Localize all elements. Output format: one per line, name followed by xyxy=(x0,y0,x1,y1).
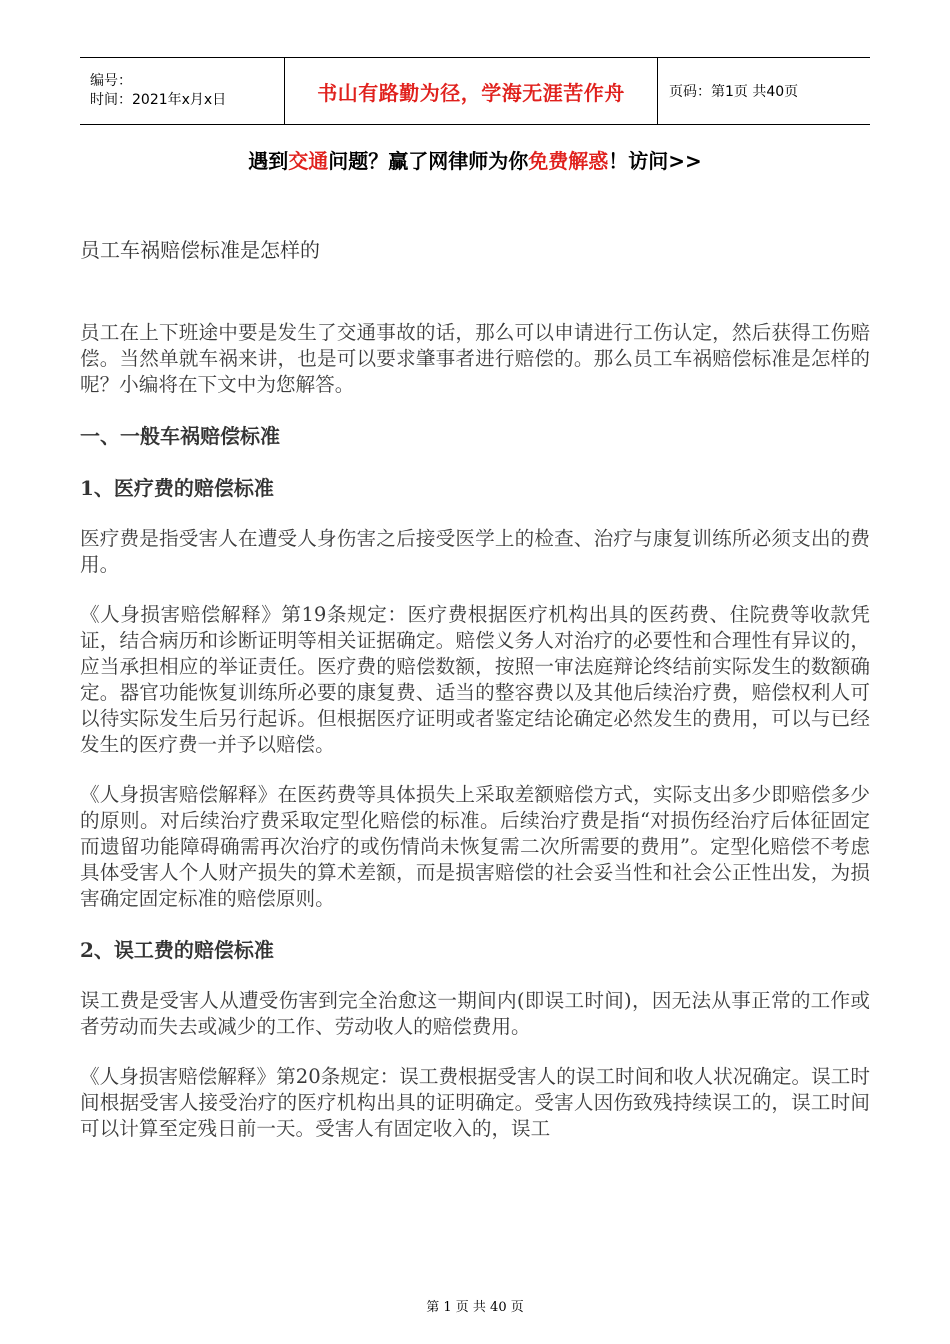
header-meta xyxy=(80,58,284,124)
promo-link[interactable] xyxy=(0,145,950,174)
paragraph: 误工费是受害人从遭受伤害到完全治愈这一期间内(即误工时间)，因无法从事正常的工作或者劳动而失去或减少的工作、劳动收人的赔偿费用。 xyxy=(80,989,870,1038)
paragraph: 《人身损害赔偿解释》第20条规定：误工费根据受害人的误工时间和收人状况确定。误工时间根据受害人接受治疗的医疗机构出具的证明确定。受害人因伤致残持续误工的，误工时间可以计算至定残日前一天。受害人有固定收入的，误工 xyxy=(80,1065,870,1140)
subsection-heading-2: 2、误工费的赔偿标准 xyxy=(80,938,274,962)
header-motto-cell xyxy=(284,58,658,124)
promo-text-2: 交通 xyxy=(288,149,329,173)
time-label: 时间：2021年x月x日 xyxy=(90,92,227,108)
paragraph: 《人身损害赔偿解释》第19条规定：医疗费根据医疗机构出具的医药费、住院费等收款凭证，结合病历和诊断证明等相关证据确定。赔偿义务人对治疗的必要性和合理性有异议的，应当承担相应的举证责任。医疗费的赔偿数额，按照一审法庭辩论终结前实际发生的数额确定。器官功能恢复训练所必要的康复费、适当的整容费以及其他后续治疗费，赔偿权利人可以待实际发生后另行起诉。但根据医疗证明或者鉴定结论确定必然发生的费用，可以与已经发生的医疗费一并予以赔偿。 xyxy=(80,603,870,756)
paragraph: 医疗费是指受害人在遭受人身伤害之后接受医学上的检查、治疗与康复训练所必须支出的费用。 xyxy=(80,527,870,576)
page-footer: 第 1 页 共 40 页 xyxy=(426,1300,524,1315)
document-body xyxy=(80,230,870,1166)
header-page-info-cell xyxy=(658,58,870,124)
document-header xyxy=(80,57,870,125)
number-label: 编号： xyxy=(90,73,132,89)
document-title: 员工车祸赔偿标准是怎样的 xyxy=(80,238,320,262)
page-info: 页码：第1页 共40页 xyxy=(669,84,799,100)
subsection-heading-1: 1、医疗费的赔偿标准 xyxy=(80,476,274,500)
promo-text-4: 免费解惑 xyxy=(528,149,609,173)
paragraph: 《人身损害赔偿解释》在医药费等具体损失上采取差额赔偿方式，实际支出多少即赔偿多少的原则。对后续治疗费采取定型化赔偿的标准。后续治疗费是指“对损伤经治疗后体征固定而遗留功能障碍确需再次治疗的或伤情尚未恢复需二次所需要的费用”。定型化赔偿不考虑具体受害人个人财产损失的算术差额，而是损害赔偿的社会妥当性和社会公正性出发，为损害确定固定标准的赔偿原则。 xyxy=(80,783,870,910)
section-heading-1: 一、一般车祸赔偿标准 xyxy=(80,424,280,448)
promo-text-1: 遇到 xyxy=(248,149,289,173)
motto: 书山有路勤为径，学海无涯苦作舟 xyxy=(317,80,625,105)
promo-text-3: 问题？赢了网律师为你 xyxy=(328,149,529,173)
intro-paragraph: 员工在上下班途中要是发生了交通事故的话，那么可以申请进行工伤认定，然后获得工伤赔偿。当然单就车祸来讲，也是可以要求肇事者进行赔偿的。那么员工车祸赔偿标准是怎样的呢？小编将在下文中为您解答。 xyxy=(80,321,870,396)
promo-text-5: ！访问>> xyxy=(608,149,702,173)
